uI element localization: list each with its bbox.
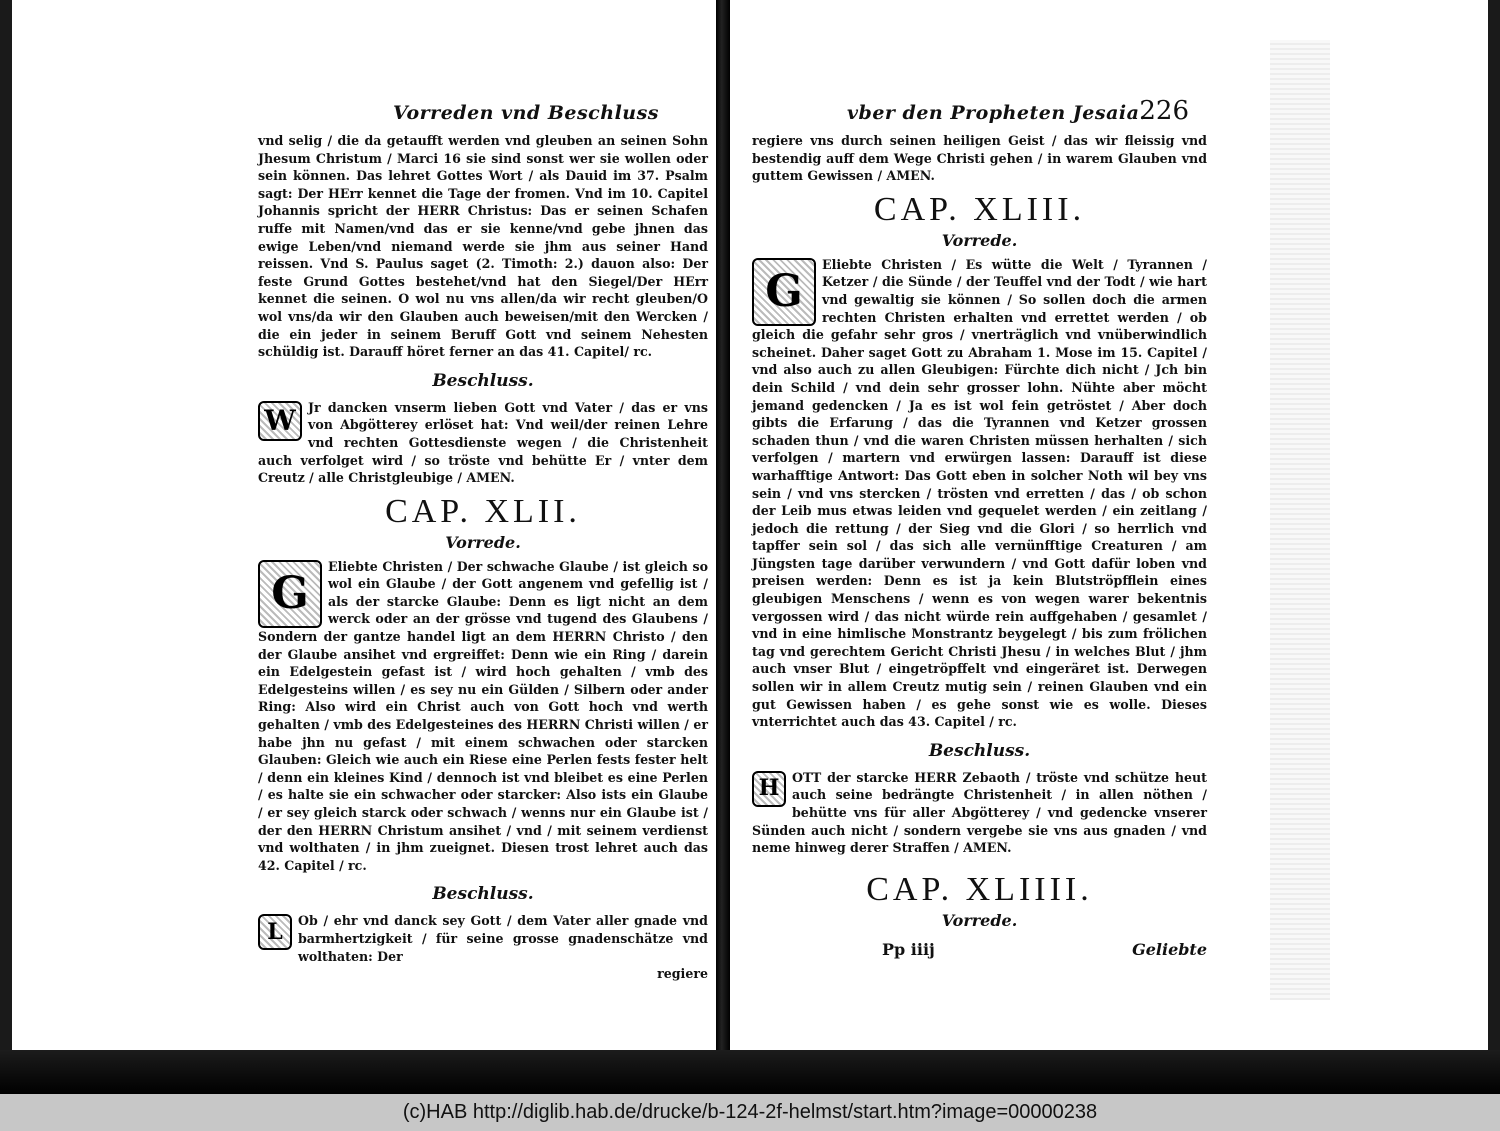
bottom-scan-border: [0, 1050, 1500, 1094]
left-page-header: [258, 100, 708, 132]
page-stack-edge: [1270, 40, 1330, 1000]
catchword: regiere: [657, 966, 708, 982]
page-footer-line: [752, 936, 1207, 959]
section-heading: Beschluss.: [432, 370, 534, 391]
left-beschluss-1: [258, 399, 708, 487]
chapter-heading: CAP. XLIIII.: [866, 870, 1093, 908]
decorated-initial: G: [752, 258, 816, 326]
right-beschluss: [752, 769, 1207, 857]
right-vorrede-text: [752, 256, 1207, 731]
left-page: [258, 100, 708, 983]
decorated-initial: W: [258, 401, 302, 441]
right-scan-border: [1488, 0, 1500, 1060]
vorrede-heading: Vorrede.: [941, 910, 1018, 930]
paragraph: vnd selig / die da getaufft werden vnd gleuben an seinen Sohn Jhesum Christum / Marci 16 sie sind sonst wer sie wollen oder sein können. Das lehret Gottes Wort / als Dauid im 37. Psalm sagt: Der HErr kennet die Tage der fromen. Vnd im 10. Capitel Johannis spricht der HERR Christus: Das er seinen Schafen ruffe mit Namen/vnd das er sie kenne/vnd gebe jhnen das ewige Leben/vnd niemand werde sie jhm aus seiner Hand reissen. Vnd S. Paulus saget (2. Timoth: 2.) dauon also: Der feste Grund Gottes bestehet/vnd hat den Siegel/Der HErr kennet die seinen. O wol nu vns allen/da wir recht gleuben/O wol vns/da wir den Glauben auch beweisen/mit den Wercken / die ein jeder in seinem Beruff Gott vnd seinem Nehesten schüldig ist. Darauff höret ferner an das 41. Capitel/ rc.: [258, 133, 708, 360]
page-number: 226: [1139, 96, 1189, 126]
vorrede-heading: Vorrede.: [445, 532, 521, 552]
chapter-heading: CAP. XLIII.: [873, 190, 1086, 228]
paragraph: Jr dancken vnserm lieben Gott vnd Vater / das er vns von Abgötterey erlöset hat: Vnd weil/der reinen Lehre vnd rechten Gottesdienste wegen / die Christenheit auch verfolget wird / so tröste vnd behütte Er / vnter dem Creutz / alle Christgleubige / AMEN.: [258, 399, 708, 486]
vorrede-heading: Vorrede.: [941, 230, 1018, 250]
section-heading: Beschluss.: [432, 884, 534, 905]
decorated-initial: H: [752, 771, 786, 807]
paragraph: Eliebte Christen / Es wütte die Welt / Tyrannen / Ketzer / die Sünde / der Teuffel vnd der Todt / wie hart vnd gewaltig sie können / So sollen doch die armen rechten Christen erhalten vnd errettet werden / ob gleich die gefahr sehr gros / vnerträglich vnd vnüberwindlich scheinet. Daher saget Gott zu Abraham 1. Mose im 15. Capitel / vnd also auch zu allen Gleubigen: Fürchte dich nicht / Jch bin dein Schild / vnd dein sehr grosser lohn. Nühte aber möcht jemand gedencken / Ja es ist wol fein getröstet / Aber doch gibts die Erfarung / das die Tyrannen vnd Ketzer grossen schaden thun / vnd die waren Christen müssen herhalten / sich verfolgen / martern vnd erwürgen lassen: Darauff ist diese warhafftige Antwort: Das Gott eben in solcher Noth wil bey vns sein / vnd vns stercken / trösten vnd erretten / das / ob schon der Leib mus etwas leiden vnd gequelet werden / ein zeitlang / jedoch die rettung / der Sieg vnd die Glori / so herrlich vnd tapffer sein sol / das sich alle vernünfftige Creaturen / am Jüngsten tage darüber verwundern / vnd Gott dafür loben vnd preisen werden: Denn es ist ja kein Blutströpfflein eines gleubigen Menschens / wenn es von wegen warer bekentnis vergossen wird / das nicht würde rein auffgehaben / gesamlet / vnd in eine himlische Monstrantz beygelegt / bis zum frölichen tag vnd gerechtem Gericht Christi Jhesu / in welches Blut / jhm auch vnser Blut / eingetröpffelt vnd eingeräret ist. Derwegen sollen wir in allem Creutz mutig sein / reinen Glauben vnd ein gut Gewissen haben / es gehe sonst wie es wolle. Dieses vnterrichtet auch das 43. Capitel / rc.: [752, 256, 1207, 730]
paragraph: Eliebte Christen / Der schwache Glaube / ist gleich so wol ein Glaube / der Gott angenem vnd gefellig ist / als der starcke Glaube: Denn es ligt nicht an dem werck oder an der grösse vnd tugend des Glaubens / Sondern der gantze handel ligt an dem HERRN Christo / den der Glaube ansihet vnd ergreiffet: Denn wie ein Ring / darein ein Edelgestein gefast ist / wird hoch gehalten / vmb des Edelgesteins willen / es sey nu ein Gülden / Silbern oder ander Ring: Also wird ein Christ auch von Gott hoch vnd werth gehalten / vmb des Edelgesteines des HERRN Christi willen / er habe jhn nu gefast / mit einem schwachen oder starcken Glauben: Gleich wie auch ein Riese eine Perlen fests fester helt / denn ein kleines Kind / dennoch ist vnd bleibet es eine Perlen / es halte sie ein schwacher oder starcker: Also ists ein Glaube / er sey gleich starck oder schwach / wenns nur ein Glaube ist / der den HERRN Christum ansihet / vnd / mit seinem verdienst vnd wolthaten / in jhm zueignet. Diesen trost lehret auch das 42. Capitel / rc.: [258, 558, 708, 873]
footer-text: (c)HAB http://diglib.hab.de/drucke/b-124-2f-helmst/start.htm?image=00000238: [402, 1101, 1098, 1123]
running-header: Vorreden vnd Beschluss: [393, 102, 659, 124]
copyright-footer: [0, 1094, 1500, 1131]
left-scan-border: [0, 0, 12, 1060]
book-spine: [716, 0, 730, 1060]
catchword: Geliebte: [1132, 939, 1207, 959]
paragraph: regiere vns durch seinen heiligen Geist / das wir fleissig vnd bestendig auff dem Wege Christi gehen / in warem Glauben vnd guttem Gewissen / AMEN.: [752, 133, 1207, 184]
decorated-initial: G: [258, 560, 322, 628]
left-beschluss-2: [258, 912, 708, 982]
left-intro-text: [258, 132, 708, 361]
right-page: [752, 96, 1207, 959]
chapter-heading: CAP. XLII.: [385, 492, 581, 530]
decorated-initial: L: [258, 914, 292, 950]
paragraph: OTT der starcke HERR Zebaoth / tröste vnd schütze heut auch seine bedrängte Christenheit / in allen nöthen / behütte vns für aller Abgötterey / vnd gedencke vnserer Sünden auch nicht / sondern vergebe sie vns aus gnaden / vnd neme hinweg derer Straffen / AMEN.: [752, 769, 1207, 856]
right-page-header: [752, 96, 1207, 132]
paragraph: Ob / ehr vnd danck sey Gott / dem Vater aller gnade vnd barmhertzigkeit / für seine grosse gnadenschätze vnd wolthaten: Der: [298, 913, 708, 964]
signature-mark: Pp iiij: [882, 939, 935, 959]
section-heading: Beschluss.: [928, 740, 1031, 761]
right-intro-text: [752, 132, 1207, 185]
running-header: vber den Propheten Jesaia.: [847, 102, 1147, 124]
left-vorrede-text: [258, 558, 708, 875]
